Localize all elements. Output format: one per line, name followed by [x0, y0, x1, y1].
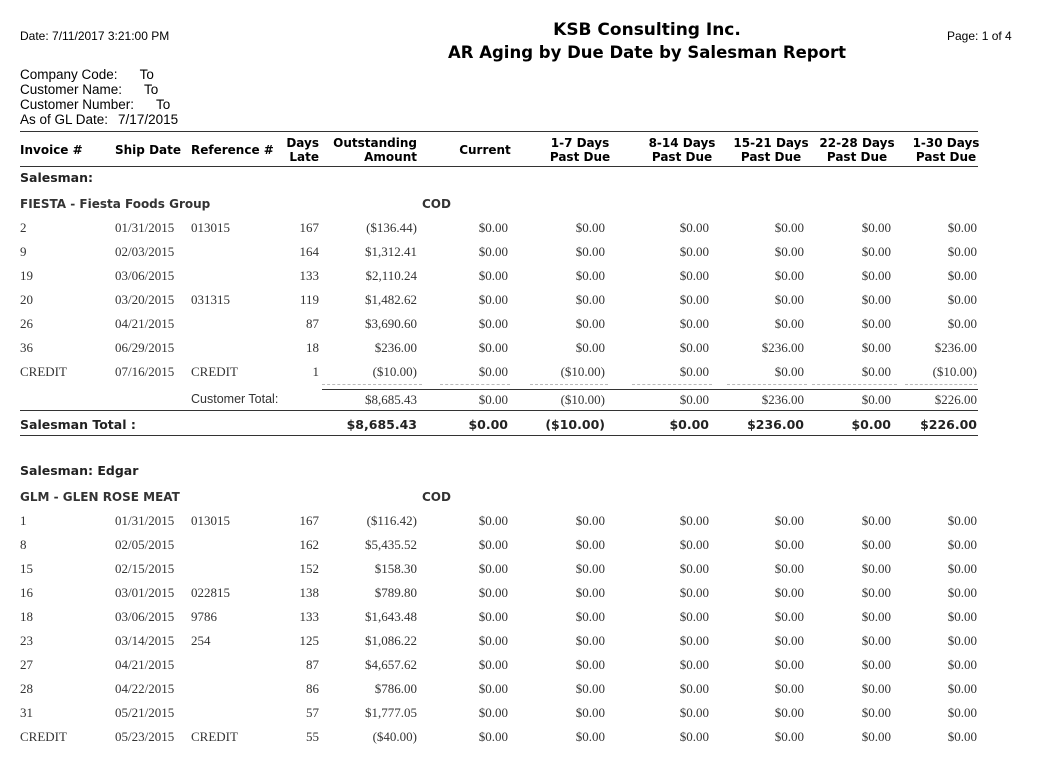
cell-1-7: $0.00	[575, 292, 605, 307]
param-value: 7/17/2015	[118, 112, 179, 127]
column-header-line2: Past Due	[826, 150, 888, 164]
column-header-label: Reference #	[191, 143, 274, 157]
cell-current: $0.00	[478, 537, 508, 552]
customer-terms: COD	[422, 490, 451, 504]
cell-22-28: $0.00	[861, 729, 891, 744]
customer-total-outstanding: $8,685.43	[365, 392, 417, 407]
cell-1-30: $0.00	[947, 244, 977, 259]
cell-1-30: $0.00	[947, 609, 977, 624]
cell-8-14: $0.00	[679, 681, 709, 696]
cell-reference: 254	[191, 633, 211, 648]
cell-8-14: $0.00	[679, 244, 709, 259]
cell-8-14: $0.00	[679, 513, 709, 528]
cell-22-28: $0.00	[861, 268, 891, 283]
cell-days-late: 138	[299, 585, 319, 600]
cell-ship-date: 02/15/2015	[115, 561, 175, 576]
param-value: To	[144, 82, 159, 97]
column-header-1-30	[886, 136, 1006, 164]
cell-ship-date: 03/20/2015	[115, 292, 175, 307]
cell-days-late: 18	[306, 340, 319, 355]
company-name: KSB Consulting Inc.	[553, 20, 741, 40]
cell-days-late: 164	[299, 244, 319, 259]
cell-invoice: CREDIT	[20, 364, 67, 379]
column-header-line1: Days	[286, 136, 319, 150]
cell-1-7: $0.00	[575, 585, 605, 600]
cell-1-7: $0.00	[575, 513, 605, 528]
customer-total-8-14: $0.00	[679, 392, 709, 407]
cell-outstanding: $1,643.48	[365, 609, 417, 624]
column-header-line1: 22-28 Days	[819, 136, 895, 150]
report-title: AR Aging by Due Date by Salesman Report	[448, 43, 846, 62]
salesman-total-22-28: $0.00	[851, 417, 891, 432]
cell-8-14: $0.00	[679, 705, 709, 720]
cell-outstanding: ($136.44)	[366, 220, 417, 235]
cell-current: $0.00	[478, 729, 508, 744]
cell-current: $0.00	[478, 340, 508, 355]
column-header-line1: 15-21 Days	[733, 136, 809, 150]
cell-22-28: $0.00	[861, 513, 891, 528]
cell-reference: CREDIT	[191, 729, 238, 744]
cell-1-7: ($10.00)	[560, 364, 605, 379]
column-header-line2: Past Due	[740, 150, 802, 164]
cell-invoice: 19	[20, 268, 33, 283]
cell-outstanding: ($40.00)	[372, 729, 417, 744]
cell-22-28: $0.00	[861, 681, 891, 696]
cell-ship-date: 03/01/2015	[115, 585, 175, 600]
cell-1-7: $0.00	[575, 268, 605, 283]
customer-heading: GLM - GLEN ROSE MEAT	[20, 490, 180, 504]
column-header-line2: Amount	[364, 150, 417, 164]
column-header-label: Ship Date	[115, 143, 181, 157]
cell-1-30: $0.00	[947, 657, 977, 672]
cell-8-14: $0.00	[679, 657, 709, 672]
cell-invoice: 28	[20, 681, 33, 696]
cell-current: $0.00	[478, 657, 508, 672]
cell-outstanding: $236.00	[374, 340, 417, 355]
column-header-line1: 1-7 Days	[550, 136, 610, 150]
customer-heading: FIESTA - Fiesta Foods Group	[20, 197, 211, 211]
cell-ship-date: 04/22/2015	[115, 681, 175, 696]
print-date: Date: 7/11/2017 3:21:00 PM	[20, 29, 170, 43]
param-gl-date	[20, 112, 178, 127]
salesman-total-1-30: $226.00	[920, 417, 977, 432]
cell-current: $0.00	[478, 268, 508, 283]
cell-reference: 013015	[191, 220, 230, 235]
cell-days-late: 133	[299, 268, 319, 283]
cell-1-30: $0.00	[947, 729, 977, 744]
cell-15-21: $0.00	[774, 364, 804, 379]
cell-invoice: 31	[20, 705, 33, 720]
cell-1-30: $0.00	[947, 537, 977, 552]
cell-15-21: $0.00	[774, 220, 804, 235]
customer-total-label: Customer Total:	[191, 392, 279, 406]
cell-1-7: $0.00	[575, 657, 605, 672]
cell-8-14: $0.00	[679, 268, 709, 283]
cell-days-late: 125	[299, 633, 319, 648]
param-label: Customer Name:	[20, 82, 123, 97]
cell-invoice: 2	[20, 220, 27, 235]
cell-22-28: $0.00	[861, 705, 891, 720]
cell-1-7: $0.00	[575, 340, 605, 355]
cell-invoice: 27	[20, 657, 33, 672]
cell-8-14: $0.00	[679, 537, 709, 552]
cell-15-21: $0.00	[774, 561, 804, 576]
customer-total-rule	[322, 389, 978, 390]
cell-1-30: $0.00	[947, 705, 977, 720]
subtotal-dashed-rule	[440, 384, 510, 385]
cell-current: $0.00	[478, 244, 508, 259]
cell-current: $0.00	[478, 705, 508, 720]
cell-22-28: $0.00	[861, 585, 891, 600]
cell-1-7: $0.00	[575, 316, 605, 331]
column-header-line2: Past Due	[549, 150, 611, 164]
cell-22-28: $0.00	[861, 609, 891, 624]
param-label: Customer Number:	[20, 97, 135, 112]
cell-invoice: 15	[20, 561, 33, 576]
cell-1-7: $0.00	[575, 220, 605, 235]
cell-1-30: $0.00	[947, 220, 977, 235]
salesman-total-15-21: $236.00	[747, 417, 804, 432]
cell-invoice: 26	[20, 316, 33, 331]
salesman-total-1-7: ($10.00)	[545, 417, 605, 432]
salesman-total-top-rule	[20, 410, 978, 411]
cell-15-21: $0.00	[774, 292, 804, 307]
cell-15-21: $0.00	[774, 316, 804, 331]
cell-days-late: 152	[299, 561, 319, 576]
cell-1-7: $0.00	[575, 609, 605, 624]
cell-invoice: 9	[20, 244, 27, 259]
column-header-invoice	[20, 136, 83, 157]
cell-15-21: $0.00	[774, 729, 804, 744]
cell-22-28: $0.00	[861, 316, 891, 331]
cell-15-21: $0.00	[774, 609, 804, 624]
cell-ship-date: 07/16/2015	[115, 364, 175, 379]
cell-outstanding: $158.30	[374, 561, 417, 576]
cell-days-late: 133	[299, 609, 319, 624]
cell-8-14: $0.00	[679, 364, 709, 379]
cell-ship-date: 01/31/2015	[115, 513, 175, 528]
cell-8-14: $0.00	[679, 561, 709, 576]
cell-15-21: $0.00	[774, 633, 804, 648]
cell-current: $0.00	[478, 633, 508, 648]
customer-terms: COD	[422, 197, 451, 211]
salesman-total-bottom-rule	[20, 435, 978, 436]
param-value: To	[156, 97, 171, 112]
cell-reference: CREDIT	[191, 364, 238, 379]
param-label: As of GL Date:	[20, 112, 109, 127]
cell-1-30: $0.00	[947, 681, 977, 696]
cell-days-late: 1	[312, 364, 319, 379]
cell-1-30: $236.00	[934, 340, 977, 355]
cell-outstanding: ($10.00)	[372, 364, 417, 379]
header-top-rule	[20, 131, 978, 132]
cell-invoice: 1	[20, 513, 27, 528]
cell-8-14: $0.00	[679, 340, 709, 355]
cell-15-21: $236.00	[761, 340, 804, 355]
column-header-line1: 1-30 Days	[912, 136, 980, 150]
cell-8-14: $0.00	[679, 292, 709, 307]
cell-days-late: 119	[299, 292, 319, 307]
cell-days-late: 87	[306, 657, 319, 672]
cell-days-late: 86	[306, 681, 319, 696]
cell-days-late: 57	[306, 705, 319, 720]
column-header-line2: Past Due	[651, 150, 713, 164]
cell-8-14: $0.00	[679, 585, 709, 600]
customer-total-1-7: ($10.00)	[560, 392, 605, 407]
page-number: Page: 1 of 4	[947, 29, 1012, 43]
subtotal-dashed-rule	[322, 384, 422, 385]
cell-ship-date: 03/14/2015	[115, 633, 175, 648]
cell-reference: 022815	[191, 585, 230, 600]
cell-ship-date: 04/21/2015	[115, 316, 175, 331]
cell-15-21: $0.00	[774, 705, 804, 720]
cell-1-7: $0.00	[575, 537, 605, 552]
cell-days-late: 55	[306, 729, 319, 744]
salesman-heading: Salesman:	[20, 170, 93, 185]
cell-1-30: $0.00	[947, 513, 977, 528]
cell-1-30: $0.00	[947, 268, 977, 283]
cell-ship-date: 03/06/2015	[115, 609, 175, 624]
cell-22-28: $0.00	[861, 244, 891, 259]
cell-reference: 031315	[191, 292, 230, 307]
column-header-line2: Past Due	[915, 150, 977, 164]
cell-8-14: $0.00	[679, 633, 709, 648]
cell-current: $0.00	[478, 292, 508, 307]
cell-current: $0.00	[478, 316, 508, 331]
customer-total-22-28: $0.00	[861, 392, 891, 407]
cell-1-30: $0.00	[947, 633, 977, 648]
salesman-total-current: $0.00	[468, 417, 508, 432]
cell-15-21: $0.00	[774, 537, 804, 552]
cell-outstanding: $1,086.22	[365, 633, 417, 648]
cell-15-21: $0.00	[774, 681, 804, 696]
cell-days-late: 167	[299, 220, 319, 235]
cell-ship-date: 06/29/2015	[115, 340, 175, 355]
cell-invoice: 23	[20, 633, 33, 648]
cell-outstanding: $1,482.62	[365, 292, 417, 307]
cell-1-30: $0.00	[947, 561, 977, 576]
cell-15-21: $0.00	[774, 585, 804, 600]
cell-1-7: $0.00	[575, 561, 605, 576]
cell-outstanding: $2,110.24	[365, 268, 417, 283]
cell-outstanding: $1,312.41	[365, 244, 417, 259]
cell-days-late: 87	[306, 316, 319, 331]
param-label: Company Code:	[20, 67, 118, 82]
cell-1-30: ($10.00)	[932, 364, 977, 379]
column-header-line1: Outstanding	[333, 136, 417, 150]
cell-reference: 013015	[191, 513, 230, 528]
salesman-heading: Salesman: Edgar	[20, 463, 139, 478]
cell-1-7: $0.00	[575, 681, 605, 696]
cell-ship-date: 05/23/2015	[115, 729, 175, 744]
cell-8-14: $0.00	[679, 729, 709, 744]
subtotal-dashed-rule	[905, 384, 977, 385]
cell-days-late: 162	[299, 537, 319, 552]
cell-outstanding: ($116.42)	[366, 513, 417, 528]
cell-current: $0.00	[478, 681, 508, 696]
customer-total-1-30: $226.00	[934, 392, 977, 407]
customer-total-15-21: $236.00	[761, 392, 804, 407]
header-bottom-rule	[20, 166, 978, 167]
cell-15-21: $0.00	[774, 513, 804, 528]
cell-current: $0.00	[478, 561, 508, 576]
cell-22-28: $0.00	[861, 220, 891, 235]
column-header-line2: Late	[289, 150, 319, 164]
cell-current: $0.00	[478, 585, 508, 600]
cell-8-14: $0.00	[679, 220, 709, 235]
cell-ship-date: 03/06/2015	[115, 268, 175, 283]
column-header-line1: 8-14 Days	[648, 136, 716, 150]
cell-22-28: $0.00	[861, 633, 891, 648]
cell-1-30: $0.00	[947, 292, 977, 307]
salesman-total-label: Salesman Total :	[20, 417, 136, 432]
cell-days-late: 167	[299, 513, 319, 528]
cell-22-28: $0.00	[861, 537, 891, 552]
cell-ship-date: 04/21/2015	[115, 657, 175, 672]
cell-reference: 9786	[191, 609, 217, 624]
cell-8-14: $0.00	[679, 316, 709, 331]
cell-ship-date: 05/21/2015	[115, 705, 175, 720]
subtotal-dashed-rule	[812, 384, 897, 385]
cell-ship-date: 02/03/2015	[115, 244, 175, 259]
cell-invoice: 36	[20, 340, 33, 355]
cell-outstanding: $3,690.60	[365, 316, 417, 331]
cell-current: $0.00	[478, 364, 508, 379]
subtotal-dashed-rule	[632, 384, 712, 385]
column-header-outstanding	[217, 136, 417, 164]
cell-22-28: $0.00	[861, 340, 891, 355]
param-company-code	[20, 67, 154, 82]
cell-22-28: $0.00	[861, 561, 891, 576]
cell-ship-date: 01/31/2015	[115, 220, 175, 235]
cell-22-28: $0.00	[861, 292, 891, 307]
cell-current: $0.00	[478, 513, 508, 528]
cell-22-28: $0.00	[861, 364, 891, 379]
cell-1-7: $0.00	[575, 705, 605, 720]
cell-current: $0.00	[478, 220, 508, 235]
cell-current: $0.00	[478, 609, 508, 624]
cell-15-21: $0.00	[774, 657, 804, 672]
cell-1-7: $0.00	[575, 633, 605, 648]
param-value: To	[139, 67, 154, 82]
cell-invoice: CREDIT	[20, 729, 67, 744]
customer-total-current: $0.00	[478, 392, 508, 407]
param-customer-number	[20, 97, 170, 112]
param-customer-name	[20, 82, 158, 97]
cell-outstanding: $5,435.52	[365, 537, 417, 552]
cell-invoice: 8	[20, 537, 27, 552]
cell-outstanding: $1,777.05	[365, 705, 417, 720]
cell-outstanding: $786.00	[374, 681, 417, 696]
salesman-total-outstanding: $8,685.43	[346, 417, 417, 432]
cell-1-7: $0.00	[575, 729, 605, 744]
cell-invoice: 18	[20, 609, 33, 624]
cell-1-30: $0.00	[947, 585, 977, 600]
cell-8-14: $0.00	[679, 609, 709, 624]
cell-15-21: $0.00	[774, 244, 804, 259]
cell-1-30: $0.00	[947, 316, 977, 331]
column-header-label: Invoice #	[20, 143, 83, 157]
column-header-label: Current	[459, 143, 511, 157]
salesman-total-8-14: $0.00	[669, 417, 709, 432]
cell-outstanding: $4,657.62	[365, 657, 417, 672]
cell-outstanding: $789.80	[374, 585, 417, 600]
cell-15-21: $0.00	[774, 268, 804, 283]
subtotal-dashed-rule	[530, 384, 608, 385]
cell-1-7: $0.00	[575, 244, 605, 259]
subtotal-dashed-rule	[727, 384, 807, 385]
cell-ship-date: 02/05/2015	[115, 537, 175, 552]
cell-invoice: 20	[20, 292, 33, 307]
cell-22-28: $0.00	[861, 657, 891, 672]
cell-invoice: 16	[20, 585, 33, 600]
